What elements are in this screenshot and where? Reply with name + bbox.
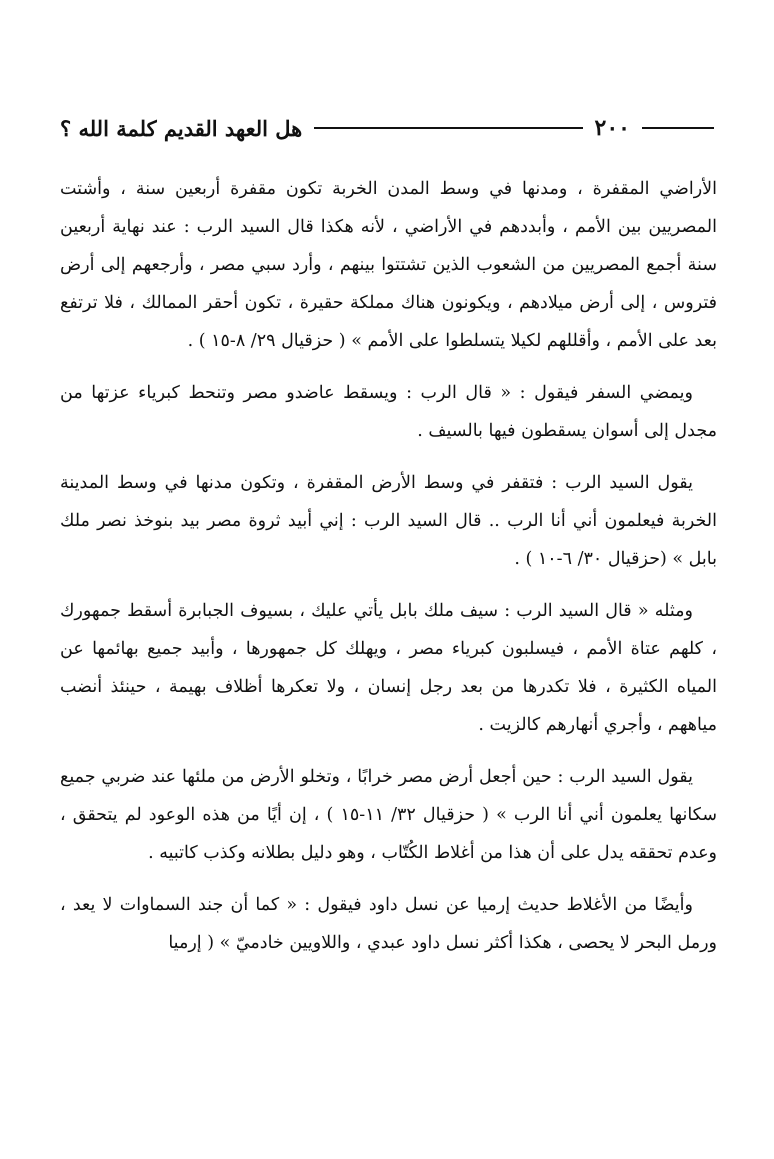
paragraph-3: يقول السيد الرب : فتقفر في وسط الأرض المقفرة ، وتكون مدنها في وسط المدينة الخربة فيعلمون أني أنا الرب .. قال السيد الرب : إني أبيد ثروة مصر بيد بنوخذ نصر ملك بابل » (حزقيال ٣٠/ ٦-١٠ ) . bbox=[60, 473, 717, 569]
body-text bbox=[60, 170, 717, 962]
paragraph-6: وأيضًا من الأغلاط حديث إرميا عن نسل داود فيقول : « كما أن جند السماوات لا يعد ، ورمل البحر لا يحصى ، هكذا أكثر نسل داود عبدي ، واللاويين خادميّ » ( إرميا bbox=[60, 895, 717, 953]
paragraph-1: الأراضي المقفرة ، ومدنها في وسط المدن الخربة تكون مقفرة أربعين سنة ، وأشتت المصريين بين الأمم ، وأبددهم في الأراضي ، لأنه هكذا قال السيد الرب : عند نهاية أربعين سنة أجمع المصريين من الشعوب الذين تشتتوا بينهم ، وأرد سبي مصر ، وأرجعهم إلى أرض فتروس ، إلى أرض ميلادهم ، ويكونون هناك مملكة حقيرة ، تكون أحقر الممالك ، فلا ترتفع بعد على الأمم ، وأقللهم لكيلا يتسلطوا على الأمم » ( حزقيال ٢٩/ ٨-١٥ ) . bbox=[60, 179, 717, 351]
paragraph-4: ومثله « قال السيد الرب : سيف ملك بابل يأتي عليك ، بسيوف الجبابرة أسقط جمهورك ، كلهم عتاة الأمم ، فيسلبون كبرياء مصر ، ويهلك كل جمهورها ، وأبيد جميع بهائمها عن المياه الكثيرة ، فلا تكدرها من بعد رجل إنسان ، ولا تعكرها أظلاف بهيمة ، حينئذ أنضب مياههم ، وأجري أنهارهم كالزيت . bbox=[60, 601, 717, 735]
running-title: هل العهد القديم كلمة الله ؟ bbox=[60, 115, 303, 141]
page-number: ٢٠٠ bbox=[594, 115, 630, 141]
paragraph-5: يقول السيد الرب : حين أجعل أرض مصر خرابًا ، وتخلو الأرض من ملئها عند ضربي جميع سكانها يعلمون أني أنا الرب » ( حزقيال ٣٢/ ١١-١٥ ) ، إن أيًا من هذه الوعود لم يتحقق ، وعدم تحققه يدل على أن هذا من أغلاط الكُتّاب ، وهو دليل بطلانه وكذب كاتبيه . bbox=[60, 767, 717, 863]
header-rule-long bbox=[314, 127, 582, 129]
page-header bbox=[60, 108, 714, 148]
paragraph-2: ويمضي السفر فيقول : « قال الرب : ويسقط عاضدو مصر وتنحط كبرياء عزتها من مجدل إلى أسوان يسقطون فيها بالسيف . bbox=[60, 383, 717, 441]
header-rule-short bbox=[642, 127, 714, 129]
